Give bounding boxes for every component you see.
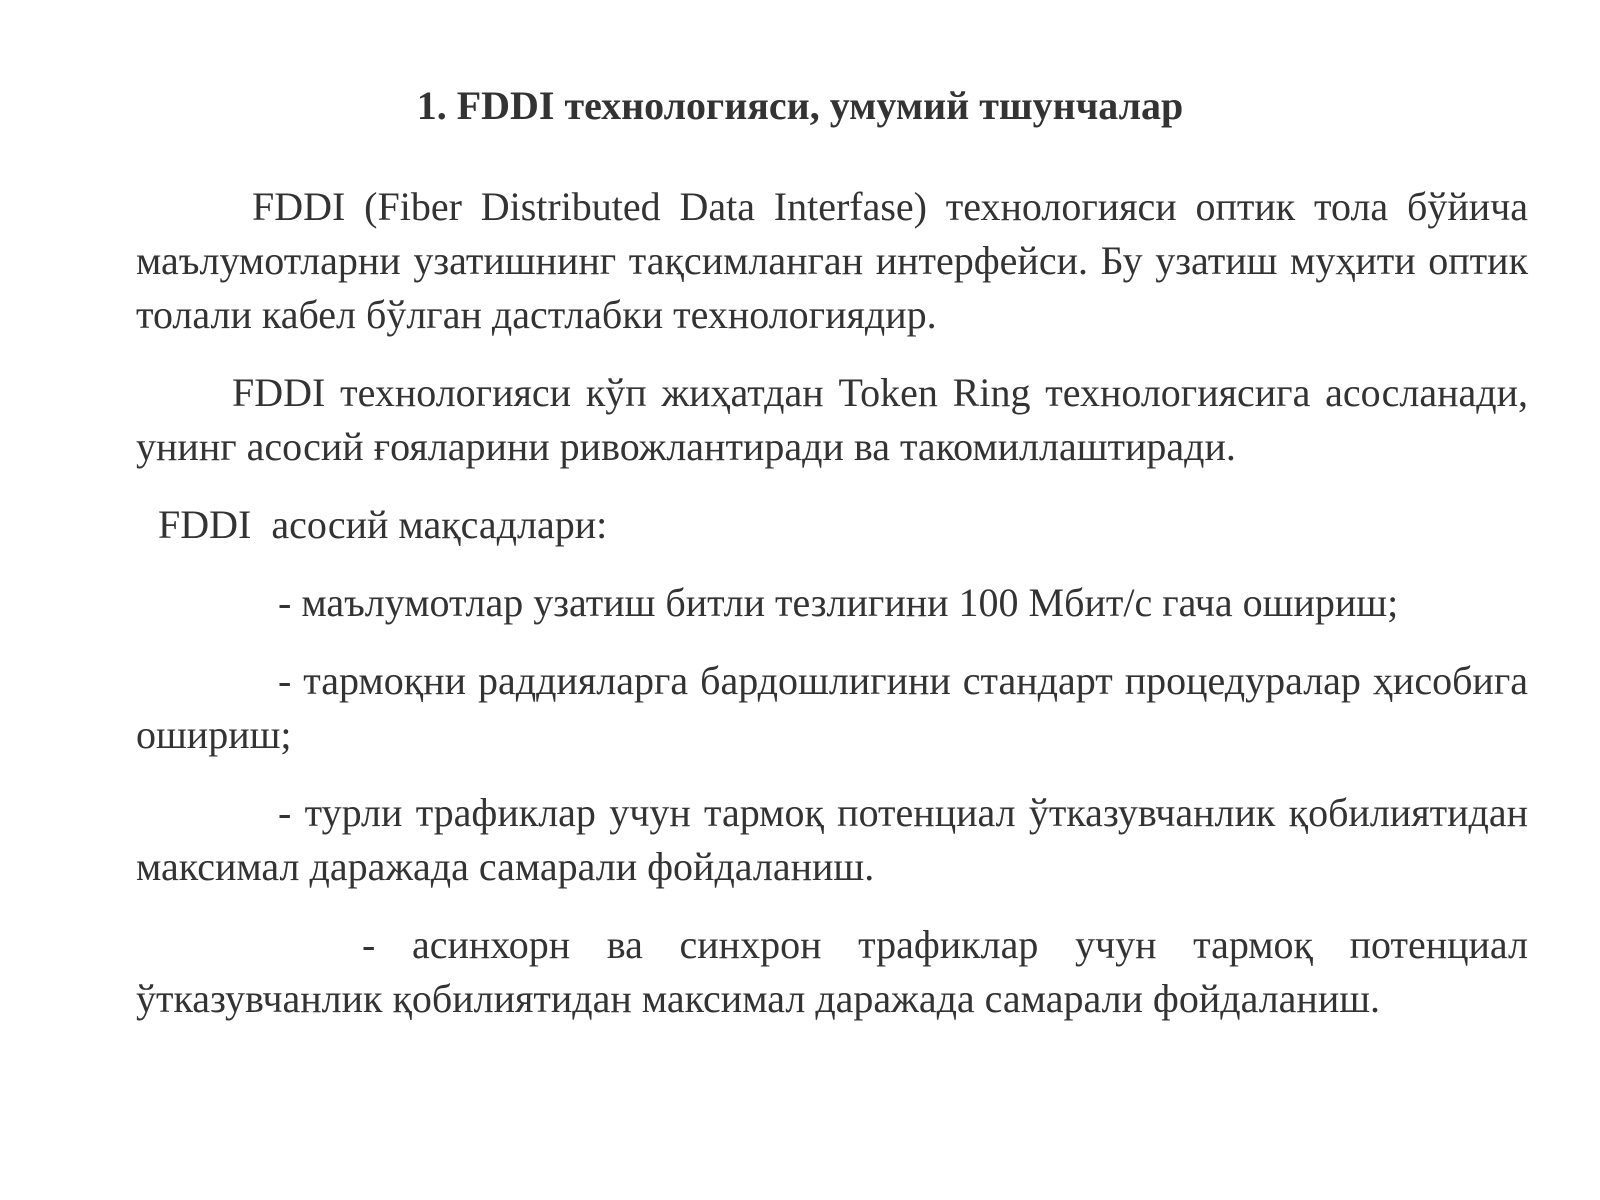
paragraph-token-ring-basis: FDDI технологияси кўп жиҳатдан Token Ring технологиясига асосланади, унинг асосий ғояларини ривожлантиради ва такомиллаштиради.	[136, 370, 1528, 469]
document-body	[136, 180, 1528, 1026]
list-item-goal-speed: - маълумотлар узатиш битли тезлигини 100 Мбит/с гача ошириш;	[278, 580, 1399, 625]
list-item-goal-fault-tolerance: - тармоқни раддияларга бардошлигини стандарт процедуралар ҳисобига ошириш;	[136, 658, 1528, 757]
paragraph-goals-heading: FDDI асосий мақсадлари:	[158, 502, 608, 547]
paragraph-fddi-definition: FDDI (Fiber Distributed Data Interfase) технологияси оптик тола бўйича маълумотларни узатишнинг тақсимланган интерфейси. Бу узатиш муҳити оптик толали кабел бўлган дастлабки технологиядир.	[136, 184, 1528, 337]
list-item-goal-traffic: - турли трафиклар учун тармоқ потенциал ўтказувчанлик қобилиятидан максимал даражада самарали фойдаланиш.	[136, 790, 1528, 889]
list-item-goal-async-sync: - асинхорн ва синхрон трафиклар учун тармоқ потенциал ўтказувчанлик қобилиятидан максимал даражада самарали фойдаланиш.	[136, 922, 1528, 1021]
page-title: 1. FDDI технологияси, умумий тшунчалар	[416, 83, 1184, 128]
